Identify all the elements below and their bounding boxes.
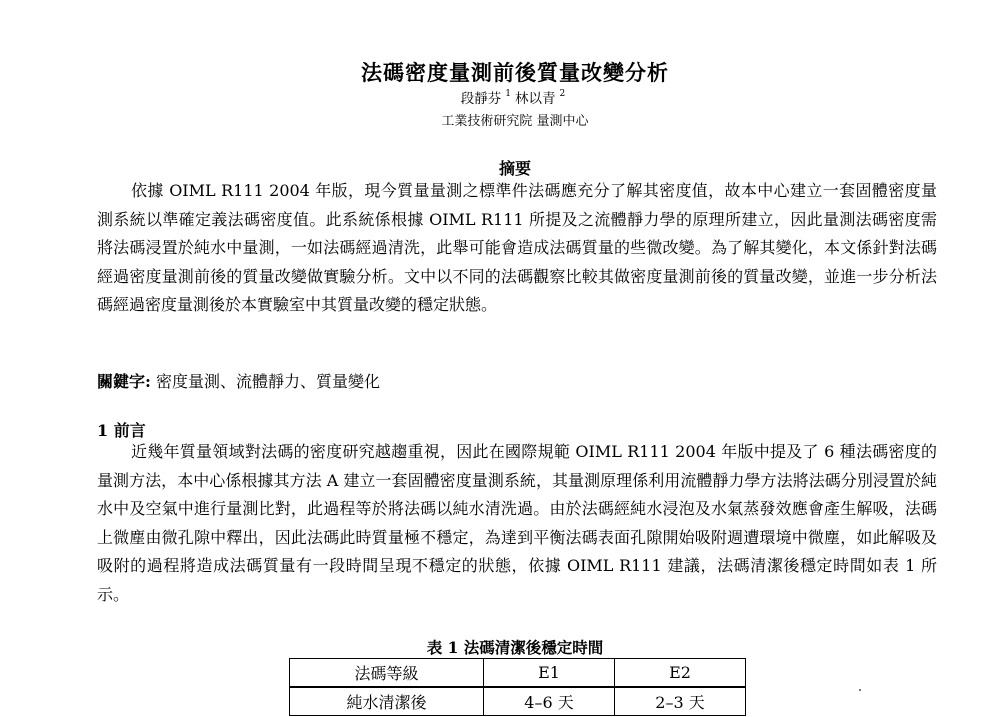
author-2: 林以青 <box>515 91 556 107</box>
table-cell: 純水清潔後 <box>290 687 484 716</box>
keywords-label: 關鍵字: <box>97 372 151 391</box>
affiliation: 工業技術研究院 量測中心 <box>441 114 589 129</box>
table-caption: 表 1 法碼清潔後穩定時間 <box>426 638 604 657</box>
table-header-cell: E1 <box>484 659 615 688</box>
table-cell: 2–3 天 <box>615 687 746 716</box>
section-text: 近幾年質量領域對法碼的密度研究越趨重視，因此在國際規範 OIML R111 2004 年版中提及了 6 種法碼密度的量測方法，本中心係根據其方法 A 建立一套固體密度量測系統，其量測原理係利用流體靜力學方法將法碼分別浸置於純水中及空氣中進行量測比對，此過程等於將法碼以純水清洗過。由於法碼經純水浸泡及水氣蒸發效應會產生解吸，法碼上微塵由微孔隙中釋出，因此法碼此時質量極不穩定，為達到平衡法碼表面孔隙開始吸附週遭環境中微塵，如此解吸及吸附的過程將造成法碼質量有一段時間呈現不穩定的狀態，依據 OIML R111 建議，法碼清潔後穩定時間如表 1 所示。 <box>97 442 937 604</box>
table-cell: 4–6 天 <box>484 687 615 716</box>
stability-table <box>289 658 746 716</box>
author-1: 段靜芬 <box>460 91 502 107</box>
table-row <box>290 687 746 716</box>
abstract-heading: 摘要 <box>498 159 531 178</box>
table-header-row <box>290 659 746 688</box>
keywords-text: 密度量測、流體靜力、質量變化 <box>156 372 381 391</box>
table-header-cell: 法碼等級 <box>290 659 484 688</box>
abstract-text: 依據 OIML R111 2004 年版，現今質量量測之標準件法碼應充分了解其密度值，故本中心建立一套固體密度量測系統以準確定義法碼密度值。此系統係根據 OIML R111 所提及之流體靜力學的原理所建立，因此量測法碼密度需將法碼浸置於純水中量測，一如法碼經過清洗，此舉可能會造成法碼質量的些微改變。為了解其變化，本文係針對法碼經過密度量測前後的質量改變做實驗分析。文中以不同的法碼觀察比較其做密度量測前後的質量改變，並進一步分析法碼經過密度量測後於本實驗室中其質量改變的穩定狀態。 <box>97 181 937 315</box>
author-2-mark: 2 <box>559 88 566 99</box>
paper-title: 法碼密度量測前後質量改變分析 <box>361 60 669 85</box>
scan-speck <box>859 689 861 691</box>
table-header-cell: E2 <box>615 659 746 688</box>
keywords-line <box>97 369 380 392</box>
author-line <box>0 87 1000 107</box>
author-1-mark: 1 <box>505 88 511 99</box>
section-heading: 1 前言 <box>97 421 146 440</box>
